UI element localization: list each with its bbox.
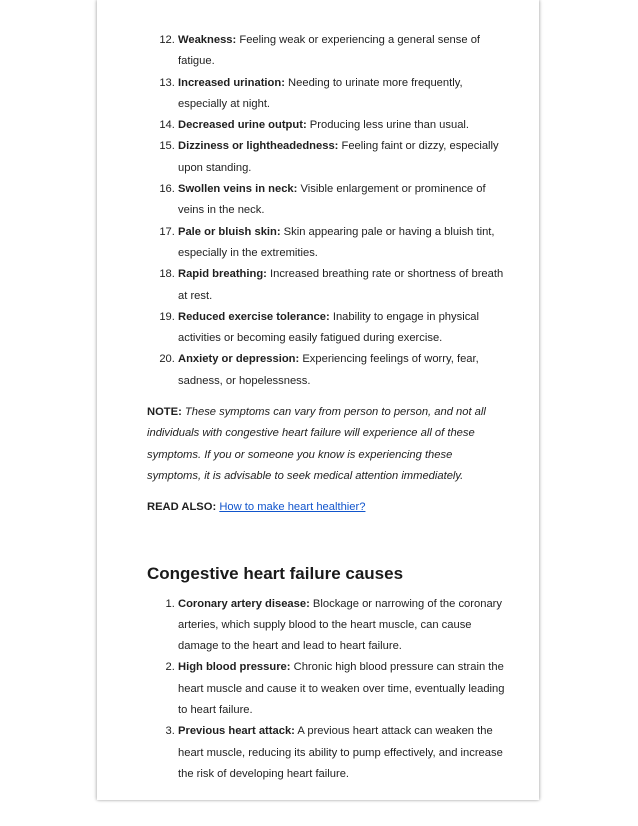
symptoms-list bbox=[147, 30, 507, 392]
list-item: 13. Increased urination: Needing to urinate more frequently, especially at night. bbox=[178, 73, 507, 116]
list-item: 19. Reduced exercise tolerance: Inability to engage in physical activities or becoming easily fatigued during exercise. bbox=[178, 307, 507, 350]
note-text: These symptoms can vary from person to person, and not all individuals with congestive heart failure will experience all of these symptoms. If you or someone you know is experiencing these symptoms, it is advisable to seek medical attention immediately. bbox=[147, 406, 486, 482]
note-paragraph bbox=[147, 402, 507, 487]
article-content bbox=[147, 30, 507, 785]
list-item: 14. Decreased urine output: Producing less urine than usual. bbox=[178, 115, 507, 136]
list-item: 17. Pale or bluish skin: Skin appearing pale or having a bluish tint, especially in the extremities. bbox=[178, 222, 507, 265]
list-item: 15. Dizziness or lightheadedness: Feeling faint or dizzy, especially upon standing. bbox=[178, 136, 507, 179]
list-item: 16. Swollen veins in neck: Visible enlargement or prominence of veins in the neck. bbox=[178, 179, 507, 222]
read-also-label: READ ALSO: bbox=[147, 501, 217, 514]
read-also bbox=[147, 497, 507, 518]
note-label: NOTE: bbox=[147, 406, 182, 419]
list-item: 18. Rapid breathing: Increased breathing rate or shortness of breath at rest. bbox=[178, 264, 507, 307]
read-also-link[interactable]: How to make heart healthier? bbox=[219, 501, 366, 514]
list-item: 20. Anxiety or depression: Experiencing feelings of worry, fear, sadness, or hopelessness. bbox=[178, 349, 507, 392]
list-item: 3. Previous heart attack: A previous heart attack can weaken the heart muscle, reducing its ability to pump effectively, and increase the risk of developing heart failure. bbox=[178, 721, 507, 785]
list-item: 12. Weakness: Feeling weak or experiencing a general sense of fatigue. bbox=[178, 30, 507, 73]
causes-list bbox=[147, 594, 507, 786]
list-item: 1. Coronary artery disease: Blockage or narrowing of the coronary arteries, which supply blood to the heart muscle, can cause damage to the heart and lead to heart failure. bbox=[178, 594, 507, 658]
section-heading: Congestive heart failure causes bbox=[147, 563, 404, 583]
list-item: 2. High blood pressure: Chronic high blood pressure can strain the heart muscle and cause it to weaken over time, eventually leading to heart failure. bbox=[178, 657, 507, 721]
